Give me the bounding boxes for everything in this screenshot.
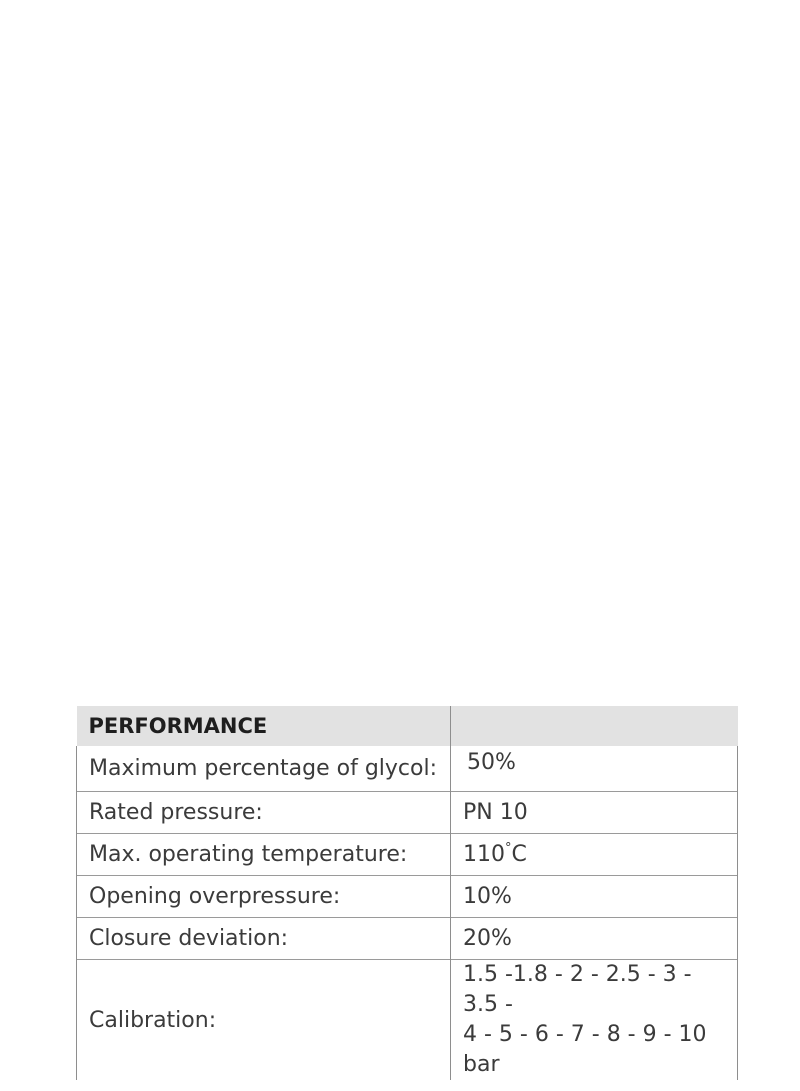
calibration-line-2: 4 - 5 - 6 - 7 - 8 - 9 - 10 bar — [463, 1022, 707, 1077]
table-row — [77, 960, 738, 1081]
table-row — [77, 746, 738, 792]
spec-value: 20% — [451, 918, 738, 960]
calibration-line-1: 1.5 -1.8 - 2 - 2.5 - 3 - 3.5 - — [463, 962, 692, 1017]
temperature-unit: C — [511, 842, 527, 867]
spec-value: PN 10 — [451, 792, 738, 834]
spec-value — [451, 834, 738, 876]
table-heading: PERFORMANCE — [77, 706, 451, 746]
table-row — [77, 792, 738, 834]
spec-label: Closure deviation: — [77, 918, 451, 960]
table-row — [77, 834, 738, 876]
table-row — [77, 918, 738, 960]
spec-value: 50% — [451, 746, 738, 792]
table-header-row — [77, 706, 738, 746]
spec-label: Opening overpressure: — [77, 876, 451, 918]
spec-value — [451, 960, 738, 1081]
table-header-empty-cell — [451, 706, 738, 746]
degree-symbol: ° — [505, 841, 512, 856]
spec-label: Calibration: — [77, 960, 451, 1081]
spec-label: Max. operating temperature: — [77, 834, 451, 876]
spec-label: Maximum percentage of glycol: — [77, 746, 451, 792]
temperature-number: 110 — [463, 842, 505, 867]
spec-label: Rated pressure: — [77, 792, 451, 834]
spec-value: 10% — [451, 876, 738, 918]
table-row — [77, 876, 738, 918]
performance-table — [76, 706, 738, 1080]
